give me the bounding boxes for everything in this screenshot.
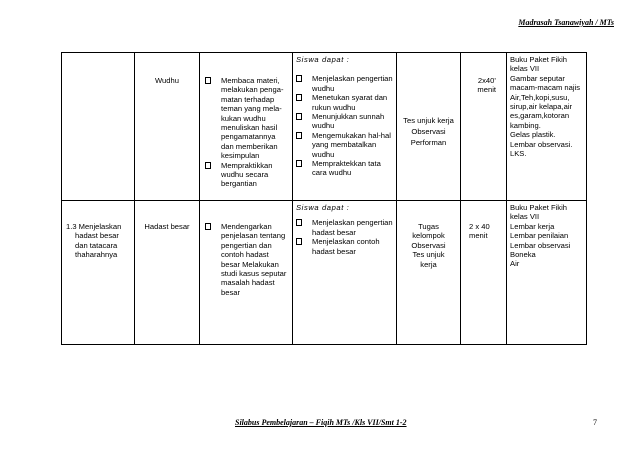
list-item: Mempraktekkan tata cara wudhu: [296, 159, 393, 178]
page-footer: Silabus Pembelajaran – Fiqih MTs /Kls VII/Smt 1-2: [235, 418, 407, 427]
waktu-cell: 2x40’ menit: [461, 53, 507, 201]
bullet-icon: [296, 113, 302, 120]
kegiatan-cell: [200, 53, 293, 201]
bullet-icon: [296, 219, 302, 226]
list-item: Membaca materi, melakukan penga-matan terhadap teman yang mela-kukan wudhu menuliskan hasil pengamatannya dan memberikan kesimpulan: [203, 76, 289, 161]
table-row: [62, 53, 587, 201]
list-item: Menjelaskan pengertian wudhu: [296, 74, 393, 93]
list-item: Menjelaskan contoh hadast besar: [296, 237, 393, 256]
bullet-icon: [296, 238, 302, 245]
bullet-icon: [205, 77, 211, 84]
bullet-icon: [296, 94, 302, 101]
table-row: [62, 201, 587, 345]
penilaian-cell: Tugas kelompok Observasi Tes unjuk kerja: [397, 201, 461, 345]
indikator-title: Siswa dapat :: [296, 55, 350, 64]
bullet-icon: [296, 160, 302, 167]
penilaian-cell: Tes unjuk kerja Observasi Performan: [397, 53, 461, 201]
list-item: Mendengarkan penjelasan tentang pengertian dan contoh hadast besar Melakukan studi kasus seputar masalah hadast besar: [203, 222, 289, 297]
sumber-cell: Buku Paket Fikih kelas VII Lembar kerja Lembar penilaian Lembar observasi Boneka Air: [507, 201, 587, 345]
waktu-cell: 2 x 40 menit: [461, 201, 507, 345]
kd-cell: 1.3 Menjelaskan hadast besar dan tatacara thaharahnya: [62, 201, 135, 345]
bullet-icon: [296, 132, 302, 139]
materi-text: Wudhu: [155, 76, 179, 85]
list-item: Mempraktikkan wudhu secara bergantian: [203, 161, 289, 189]
list-item: Menjelaskan pengertian hadast besar: [296, 218, 393, 237]
bullet-icon: [205, 162, 211, 169]
bullet-icon: [296, 75, 302, 82]
list-item: Menunjukkan sunnah wudhu: [296, 112, 393, 131]
list-item: Mengemukakan hal-hal yang membatalkan wudhu: [296, 131, 393, 159]
list-item: Menetukan syarat dan rukun wudhu: [296, 93, 393, 112]
kd-cell: [62, 53, 135, 201]
syllabus-table: [61, 52, 587, 345]
indikator-title: Siswa dapat :: [296, 203, 350, 212]
indikator-cell: [293, 53, 397, 201]
page-header: Madrasah Tsanawiyah / MTs: [518, 18, 614, 27]
bullet-icon: [205, 223, 211, 230]
sumber-cell: Buku Paket Fikih kelas VII Gambar seputar macam-macam najis Air,Teh,kopi,susu, sirup,air kelapa,air es,garam,kotoran kambing. Gelas plastik. Lembar observasi. LKS.: [507, 53, 587, 201]
materi-cell: [135, 53, 200, 201]
page-number: 7: [593, 418, 597, 427]
kegiatan-cell: [200, 201, 293, 345]
indikator-cell: [293, 201, 397, 345]
materi-cell: [135, 201, 200, 345]
materi-text: Hadast besar: [144, 222, 190, 231]
